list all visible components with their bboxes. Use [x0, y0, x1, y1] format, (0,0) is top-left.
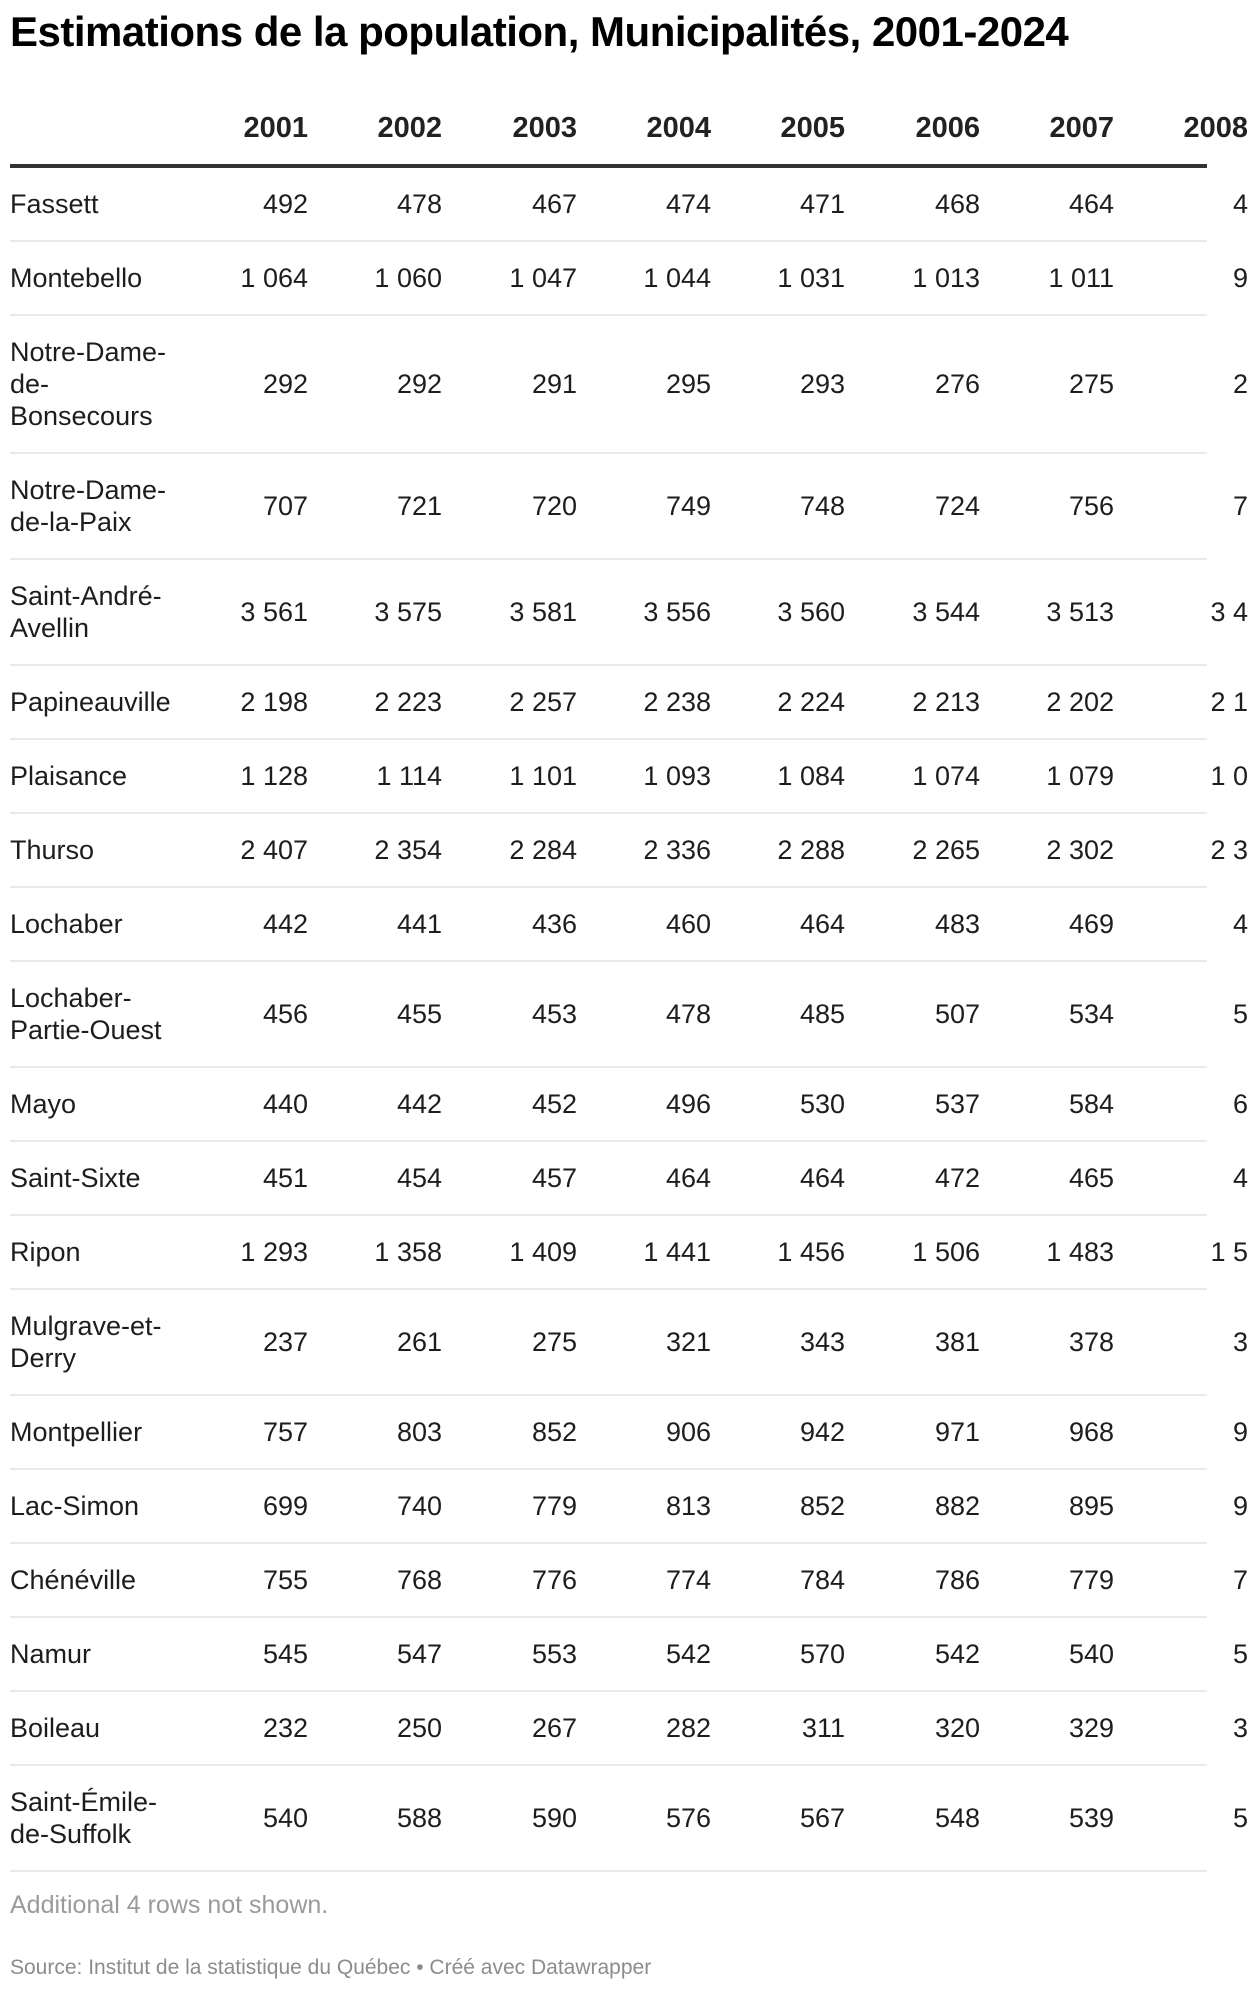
table-cell: 699: [262, 1491, 308, 1521]
table-row: [10, 888, 1248, 962]
table-cell: 1 293: [240, 1237, 308, 1267]
table-cell: 7: [1232, 1565, 1248, 1595]
table-cell: 534: [1068, 999, 1114, 1029]
table-cell: 441: [396, 909, 442, 939]
table-cell: 1 064: [240, 263, 308, 293]
table-cell: 2 3: [1210, 835, 1248, 865]
row-label: Lochaber: [10, 909, 123, 939]
table-cell: 2 223: [374, 687, 442, 717]
table-cell: 2 407: [240, 835, 308, 865]
source-credit: Source: Institut de la statistique du Québec • Créé avec Datawrapper: [10, 1956, 652, 1979]
table-row: [10, 316, 1248, 454]
table-row: [10, 1290, 1248, 1396]
table-cell: 442: [396, 1089, 442, 1119]
table-cell: 2 224: [777, 687, 845, 717]
table-cell: 537: [934, 1089, 980, 1119]
table-cell: 2 288: [777, 835, 845, 865]
table-cell: 553: [531, 1639, 577, 1669]
table-cell: 1 079: [1046, 761, 1114, 791]
table-cell: 492: [262, 189, 308, 219]
row-label: Namur: [10, 1639, 92, 1669]
table-cell: 454: [396, 1163, 442, 1193]
table-cell: 485: [799, 999, 845, 1029]
table-cell: 3 561: [240, 597, 308, 627]
table-cell: 478: [665, 999, 711, 1029]
table-cell: 464: [799, 909, 845, 939]
table-cell: 320: [934, 1713, 980, 1743]
table-row: [10, 962, 1248, 1068]
table-cell: 293: [799, 369, 845, 399]
table-row: [10, 666, 1248, 740]
table-cell: 3 556: [643, 597, 711, 627]
table-cell: 1 456: [777, 1237, 845, 1267]
table-cell: 1 441: [643, 1237, 711, 1267]
table-cell: 4: [1232, 189, 1248, 219]
table-cell: 3 4: [1210, 597, 1248, 627]
table-row: [10, 814, 1248, 888]
table-cell: 451: [262, 1163, 308, 1193]
table-cell: 1 060: [374, 263, 442, 293]
table-cell: 1 101: [509, 761, 577, 791]
table-cell: 906: [665, 1417, 711, 1447]
table-title: Estimations de la population, Municipalités, 2001-2024: [10, 8, 1069, 55]
row-label: Fassett: [10, 189, 99, 219]
table-cell: 749: [665, 491, 711, 521]
table-cell: 496: [665, 1089, 711, 1119]
table-cell: 292: [262, 369, 308, 399]
table-cell: 456: [262, 999, 308, 1029]
table-cell: 540: [1068, 1639, 1114, 1669]
column-header[interactable]: 2004: [646, 112, 711, 144]
row-label: Boileau: [10, 1713, 101, 1743]
table-cell: 756: [1068, 491, 1114, 521]
table-cell: 275: [531, 1327, 577, 1357]
row-label: Montpellier: [10, 1417, 143, 1447]
column-header[interactable]: 2007: [1049, 112, 1114, 144]
table-cell: 5: [1232, 1803, 1248, 1833]
table-cell: 267: [531, 1713, 577, 1743]
table-cell: 343: [799, 1327, 845, 1357]
table-row: [10, 1618, 1248, 1692]
row-label: Saint-André-Avellin: [10, 581, 162, 643]
table-cell: 971: [934, 1417, 980, 1447]
row-label: Mulgrave-et-Derry: [10, 1311, 162, 1373]
table-cell: 720: [531, 491, 577, 521]
table-cell: 467: [531, 189, 577, 219]
row-label: Chénéville: [10, 1565, 137, 1595]
table-row: [10, 1470, 1248, 1544]
row-label: Ripon: [10, 1237, 81, 1267]
table-cell: 755: [262, 1565, 308, 1595]
table-cell: 1 093: [643, 761, 711, 791]
table-cell: 460: [665, 909, 711, 939]
table-cell: 469: [1068, 909, 1114, 939]
table-cell: 1 074: [912, 761, 980, 791]
table-cell: 1 047: [509, 263, 577, 293]
column-header[interactable]: 2003: [512, 112, 577, 144]
table-cell: 261: [396, 1327, 442, 1357]
table-cell: 721: [396, 491, 442, 521]
row-label: Saint-Sixte: [10, 1163, 141, 1193]
table-cell: 453: [531, 999, 577, 1029]
table-cell: 3: [1232, 1327, 1248, 1357]
table-cell: 232: [262, 1713, 308, 1743]
table-cell: 442: [262, 909, 308, 939]
row-label: Notre-Dame-de-la-Paix: [10, 475, 167, 537]
table-row: [10, 1396, 1248, 1470]
table-cell: 539: [1068, 1803, 1114, 1833]
table-cell: 803: [396, 1417, 442, 1447]
table-cell: 472: [934, 1163, 980, 1193]
table-cell: 1 358: [374, 1237, 442, 1267]
row-label: Lac-Simon: [10, 1491, 140, 1521]
table-cell: 295: [665, 369, 711, 399]
table-cell: 483: [934, 909, 980, 939]
table-cell: 748: [799, 491, 845, 521]
table-row: [10, 168, 1248, 242]
row-label: Montebello: [10, 263, 143, 293]
table-cell: 1 031: [777, 263, 845, 293]
table-cell: 779: [531, 1491, 577, 1521]
table-cell: 282: [665, 1713, 711, 1743]
table-cell: 478: [396, 189, 442, 219]
row-label: Plaisance: [10, 761, 128, 791]
table-cell: 4: [1232, 1163, 1248, 1193]
table-cell: 1 506: [912, 1237, 980, 1267]
table-row: [10, 1068, 1248, 1142]
table-cell: 3 544: [912, 597, 980, 627]
table-cell: 1 5: [1210, 1237, 1248, 1267]
table-cell: 5: [1232, 1639, 1248, 1669]
table-cell: 507: [934, 999, 980, 1029]
table-cell: 545: [262, 1639, 308, 1669]
table-cell: 1 084: [777, 761, 845, 791]
table-row: [10, 560, 1248, 666]
table-cell: 455: [396, 999, 442, 1029]
table-cell: 590: [531, 1803, 577, 1833]
row-label: Saint-Émile-de-Suffolk: [10, 1787, 158, 1849]
table-cell: 1 409: [509, 1237, 577, 1267]
table-cell: 768: [396, 1565, 442, 1595]
table-cell: 457: [531, 1163, 577, 1193]
row-label: Papineauville: [10, 687, 171, 717]
data-table: [10, 0, 1248, 1900]
table-cell: 2 284: [509, 835, 577, 865]
table-cell: 786: [934, 1565, 980, 1595]
table-cell: 6: [1232, 1089, 1248, 1119]
table-cell: 2 257: [509, 687, 577, 717]
table-cell: 2 238: [643, 687, 711, 717]
table-cell: 9: [1232, 263, 1248, 293]
table-cell: 548: [934, 1803, 980, 1833]
table-cell: 468: [934, 189, 980, 219]
table-cell: 2 265: [912, 835, 980, 865]
table-cell: 547: [396, 1639, 442, 1669]
table-cell: 3: [1232, 1713, 1248, 1743]
table-cell: 9: [1232, 1491, 1248, 1521]
table-cell: 2 202: [1046, 687, 1114, 717]
table-cell: 895: [1068, 1491, 1114, 1521]
table-row: [10, 1544, 1248, 1618]
table-cell: 3 581: [509, 597, 577, 627]
table-cell: 779: [1068, 1565, 1114, 1595]
table-cell: 1 0: [1210, 761, 1248, 791]
table-cell: 942: [799, 1417, 845, 1447]
table-cell: 311: [801, 1713, 845, 1743]
table-cell: 882: [934, 1491, 980, 1521]
column-header[interactable]: 2001: [243, 112, 308, 144]
table-cell: 852: [531, 1417, 577, 1447]
table-row: [10, 740, 1248, 814]
table-cell: 291: [531, 369, 577, 399]
table-cell: 381: [934, 1327, 980, 1357]
table-cell: 567: [799, 1803, 845, 1833]
table-cell: 464: [665, 1163, 711, 1193]
rows-hidden-note: Additional 4 rows not shown.: [10, 1891, 329, 1919]
table-cell: 471: [799, 189, 845, 219]
row-label: Thurso: [10, 835, 95, 865]
table-cell: 464: [1068, 189, 1114, 219]
table-cell: 584: [1068, 1089, 1114, 1119]
table-cell: 968: [1068, 1417, 1114, 1447]
table-cell: 465: [1068, 1163, 1114, 1193]
table-cell: 1 013: [912, 263, 980, 293]
table-cell: 3 575: [374, 597, 442, 627]
table-cell: 1 114: [376, 761, 442, 791]
table-cell: 2 336: [643, 835, 711, 865]
table-cell: 852: [799, 1491, 845, 1521]
table-cell: 2 213: [912, 687, 980, 717]
table-row: [10, 1216, 1248, 1290]
table-cell: 540: [262, 1803, 308, 1833]
table-row: [10, 1142, 1248, 1216]
table-cell: 378: [1068, 1327, 1114, 1357]
table-row: [10, 1692, 1248, 1766]
column-header[interactable]: 2005: [780, 112, 845, 144]
table-cell: 1 044: [643, 263, 711, 293]
table-cell: 707: [262, 491, 308, 521]
column-header[interactable]: 2006: [915, 112, 980, 144]
table-cell: 4: [1232, 909, 1248, 939]
table-cell: 237: [262, 1327, 308, 1357]
table-cell: 292: [396, 369, 442, 399]
table-cell: 530: [799, 1089, 845, 1119]
row-label: Lochaber-Partie-Ouest: [10, 983, 162, 1045]
table-cell: 474: [665, 189, 711, 219]
table-cell: 784: [799, 1565, 845, 1595]
table-cell: 757: [262, 1417, 308, 1447]
table-cell: 452: [531, 1089, 577, 1119]
table-row: [10, 1766, 1248, 1872]
table-cell: 1 011: [1048, 263, 1114, 293]
table-cell: 321: [665, 1327, 711, 1357]
table-cell: 9: [1232, 1417, 1248, 1447]
table-cell: 2: [1232, 369, 1248, 399]
table-cell: 576: [665, 1803, 711, 1833]
column-header[interactable]: 2008: [1183, 112, 1248, 144]
table-cell: 276: [934, 369, 980, 399]
table-cell: 776: [531, 1565, 577, 1595]
table-cell: 329: [1068, 1713, 1114, 1743]
table-cell: 1 128: [240, 761, 308, 791]
table-cell: 1 483: [1046, 1237, 1114, 1267]
table-cell: 542: [665, 1639, 711, 1669]
column-header[interactable]: 2002: [377, 112, 442, 144]
table-cell: 440: [262, 1089, 308, 1119]
table-row: [10, 242, 1248, 316]
table-cell: 588: [396, 1803, 442, 1833]
table-cell: 2 198: [240, 687, 308, 717]
table-cell: 570: [799, 1639, 845, 1669]
table-row: [10, 454, 1248, 560]
table-cell: 275: [1068, 369, 1114, 399]
table-cell: 464: [799, 1163, 845, 1193]
table-cell: 5: [1232, 999, 1248, 1029]
table-cell: 2 354: [374, 835, 442, 865]
table-cell: 7: [1232, 491, 1248, 521]
table-cell: 542: [934, 1639, 980, 1669]
table-cell: 436: [531, 909, 577, 939]
table-cell: 3 560: [777, 597, 845, 627]
table-cell: 724: [934, 491, 980, 521]
table-cell: 740: [396, 1491, 442, 1521]
table-cell: 3 513: [1046, 597, 1114, 627]
table-cell: 250: [396, 1713, 442, 1743]
row-label: Mayo: [10, 1089, 77, 1119]
table-cell: 774: [665, 1565, 711, 1595]
table-cell: 2 1: [1210, 687, 1248, 717]
row-label: Notre-Dame-de-Bonsecours: [10, 337, 167, 431]
table-cell: 813: [665, 1491, 711, 1521]
table-cell: 2 302: [1046, 835, 1114, 865]
